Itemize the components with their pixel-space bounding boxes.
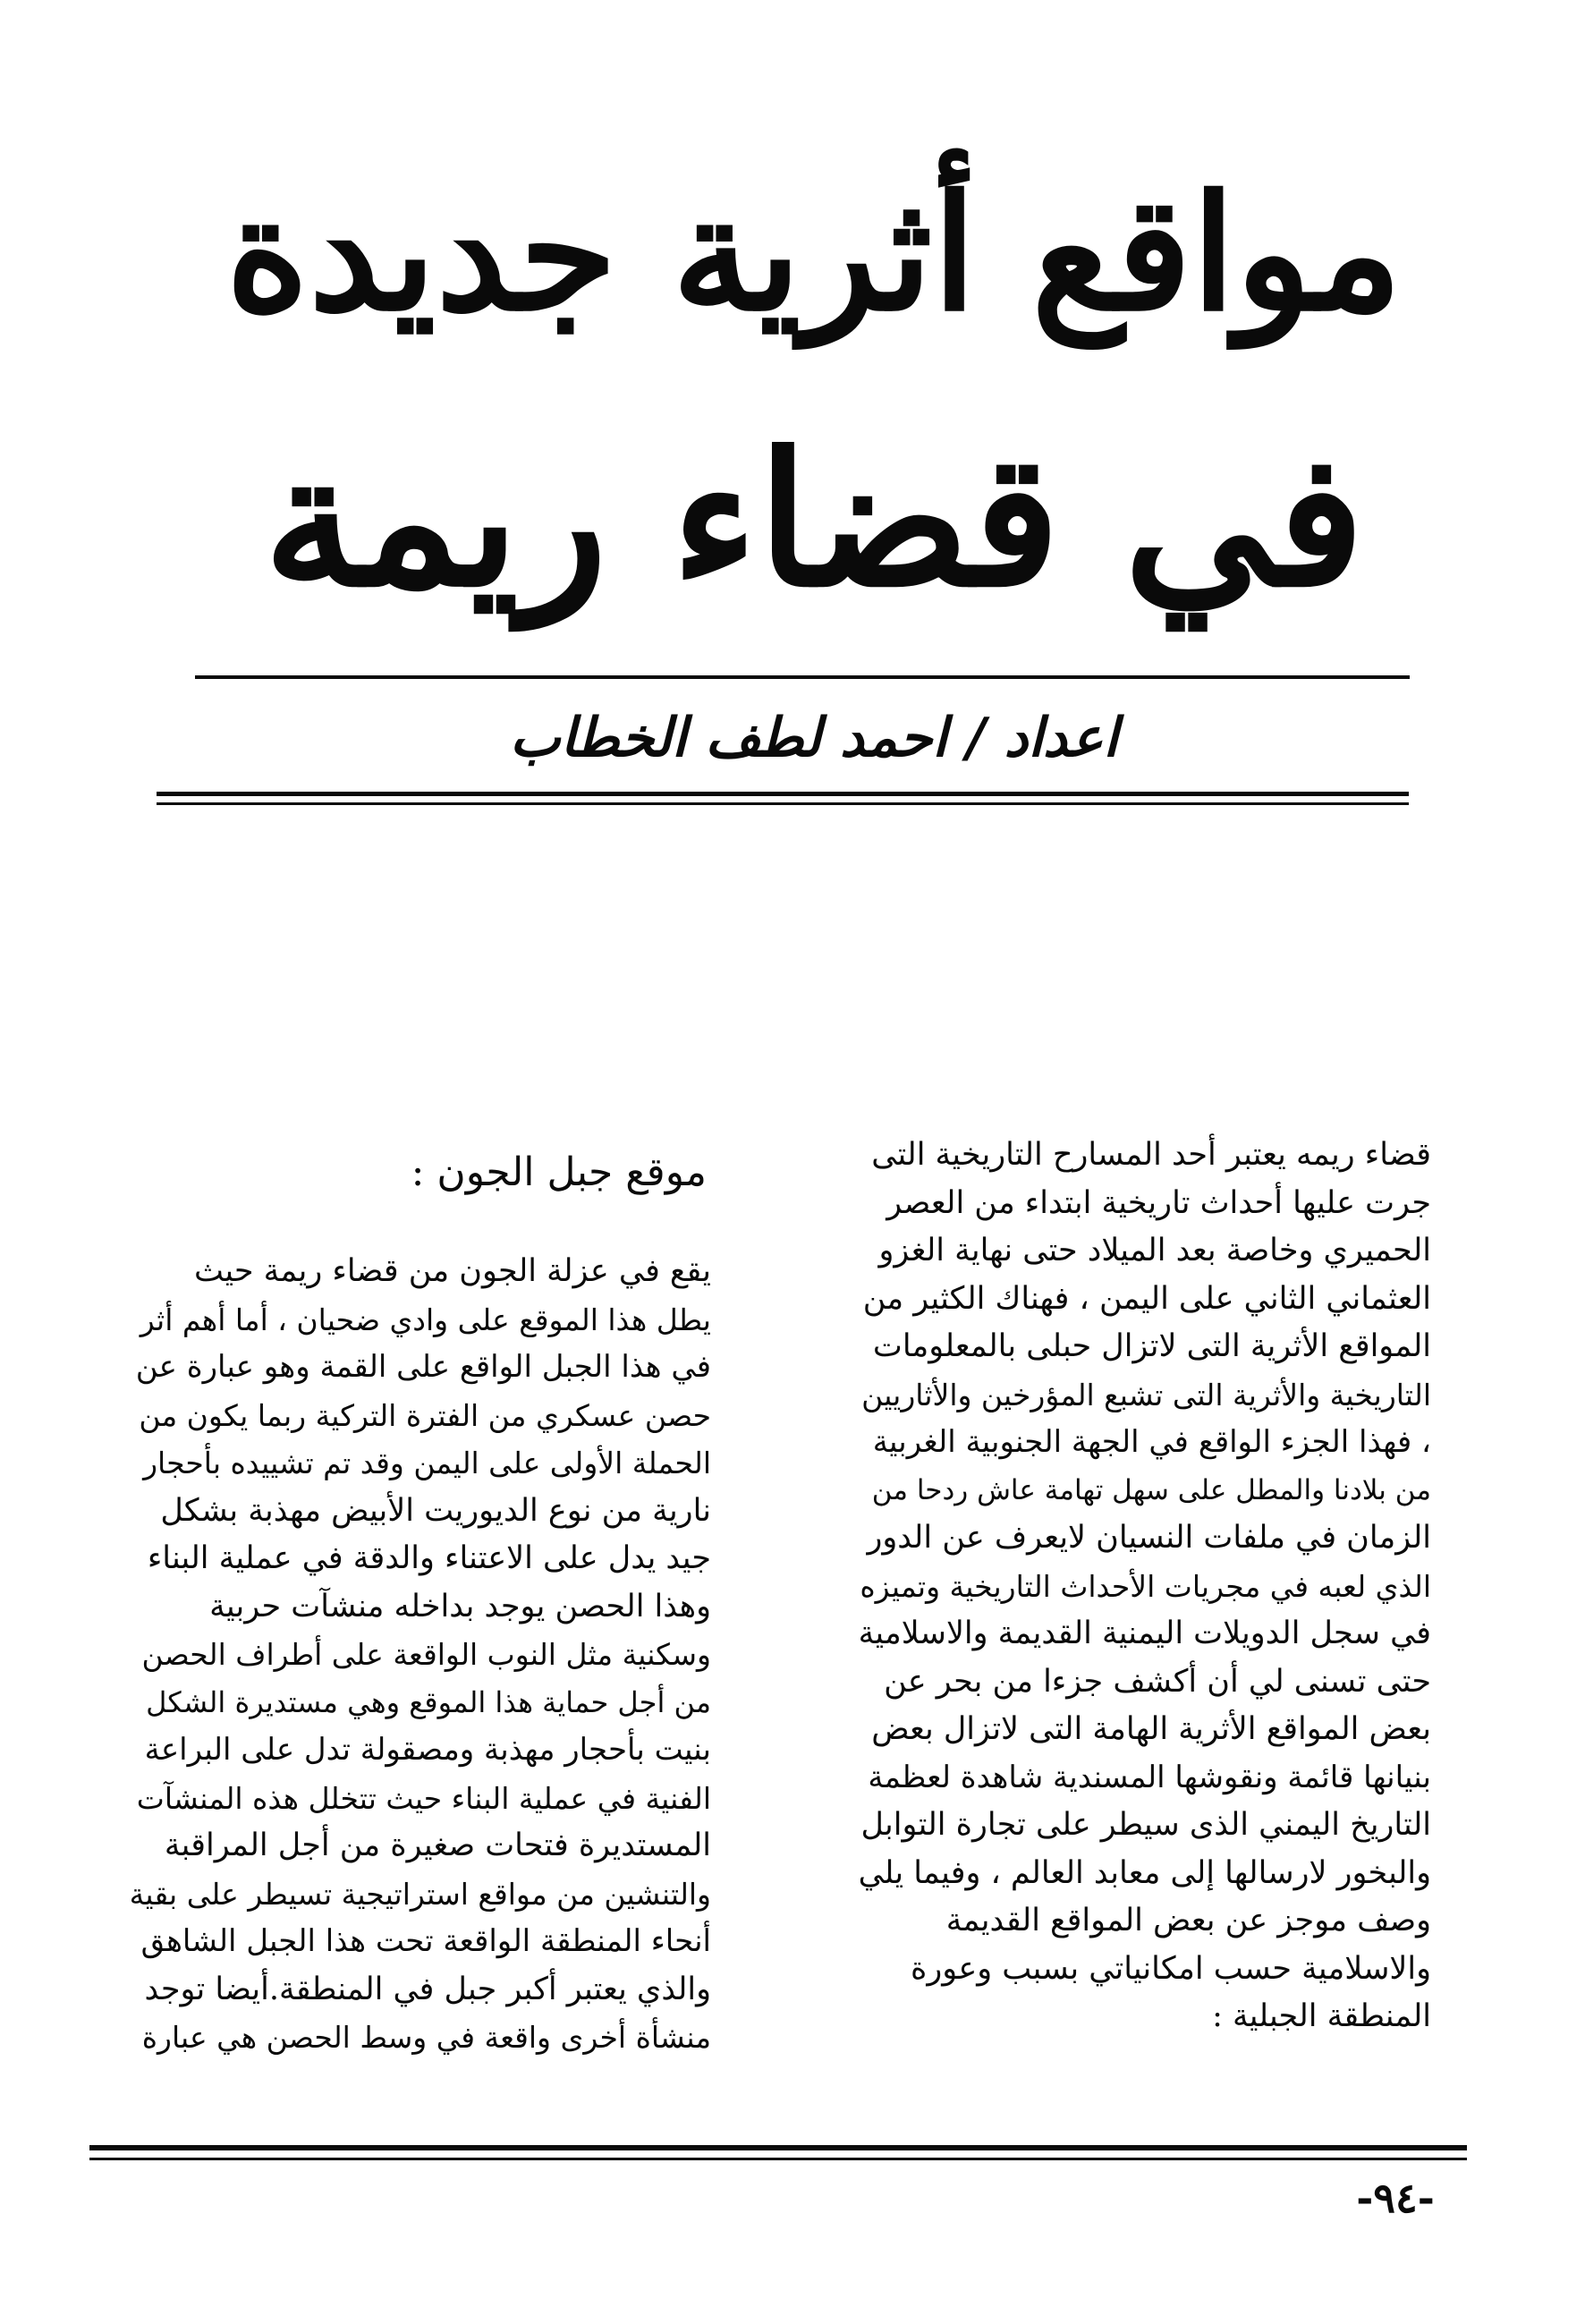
page-number: -٩٤- <box>1356 2174 1435 2222</box>
title-divider <box>195 675 1410 679</box>
intro-line: والبخور لارسالها إلى معابد العالم ، وفيما يلي <box>858 1854 1431 1891</box>
section-line: منشأة أخرى واقعة في وسط الحصن هي عبارة <box>141 2020 711 2055</box>
author-byline: اعداد / احمد لطف الخطاب <box>509 707 1119 769</box>
section-line: يقع في عزلة الجون من قضاء ريمة حيث <box>193 1253 711 1289</box>
section-line: الفنية في عملية البناء حيث تتخلل هذه المنشآت <box>136 1780 711 1816</box>
intro-line: قضاء ريمه يعتبر أحد المسارح التاريخية التى <box>871 1137 1431 1173</box>
intro-line: وصف موجز عن بعض المواقع القديمة <box>945 1903 1431 1938</box>
header-double-rule-bottom <box>157 802 1409 805</box>
section-line: نارية من نوع الديوريت الأبيض مهذبة بشكل <box>160 1492 711 1529</box>
intro-line: بنيانها قائمة ونقوشها المسندية شاهدة لعظمة <box>868 1759 1431 1795</box>
section-line: وسكنية مثل النوب الواقعة على أطراف الحصن <box>141 1637 711 1672</box>
intro-line: حتى تسنى لي أن أكشف جزءا من بحر عن <box>884 1663 1431 1700</box>
article-title-line-2: في قضاء ريمة <box>263 413 1365 628</box>
intro-line: جرت عليها أحداث تاريخية ابتداء من العصر <box>886 1184 1431 1221</box>
intro-line: الزمان في ملفات النسيان لايعرف عن الدور <box>867 1520 1431 1556</box>
section-line: والذي يعتبر أكبر جبل في المنطقة.أيضا توجد <box>144 1971 711 2007</box>
section-line: الحملة الأولى على اليمن وقد تم تشييده بأحجار <box>143 1446 711 1480</box>
header-double-rule-top <box>157 792 1409 796</box>
intro-line: العثماني الثاني على اليمن ، فهناك الكثير من <box>862 1280 1431 1317</box>
section-column <box>130 1248 711 2062</box>
intro-line: من بلادنا والمطل على سهل تهامة عاش ردحا من <box>871 1473 1431 1506</box>
intro-line: في سجل الدويلات اليمنية القديمة والاسلامية <box>858 1616 1431 1651</box>
section-heading: موقع جبل الجون : <box>411 1149 707 1195</box>
intro-line: الحميري وخاصة بعد الميلاد حتى نهاية الغزو <box>878 1233 1431 1268</box>
section-line: حصن عسكري من الفترة التركية ربما يكون من <box>139 1397 711 1433</box>
article-title-line-1: مواقع أثرية جديدة <box>225 160 1403 346</box>
intro-line: المواقع الأثرية التى لاتزال حبلى بالمعلومات <box>872 1328 1431 1364</box>
intro-line: والاسلامية حسب امكانياتي بسبب وعورة <box>911 1950 1431 1987</box>
intro-line: ، فهذا الجزء الواقع في الجهة الجنوبية الغربية <box>872 1424 1431 1460</box>
section-line: والتنشين من مواقع استراتيجية تسيطر على بقية <box>129 1876 711 1912</box>
section-line: في هذا الجبل الواقع على القمة وهو عبارة عن <box>135 1349 711 1385</box>
footer-rule-top <box>89 2145 1467 2150</box>
section-line: أنحاء المنطقة الواقعة تحت هذا الجبل الشاهق <box>140 1923 711 1959</box>
section-line: بنيت بأحجار مهذبة ومصقولة تدل على البراعة <box>144 1732 711 1768</box>
section-line: جيد يدل على الاعتناء والدقة في عملية البناء <box>147 1540 711 1576</box>
section-line: من أجل حماية هذا الموقع وهي مستديرة الشكل <box>146 1684 711 1719</box>
footer-rule-bottom <box>89 2158 1467 2160</box>
section-line: يطل هذا الموقع على وادي ضحيان ، أما أهم أثر <box>140 1302 711 1337</box>
intro-line: التاريخية والأثرية التى تشبع المؤرخين والأثاريين <box>861 1377 1431 1412</box>
intro-column <box>859 1132 1431 2041</box>
intro-line: المنطقة الجبلية : <box>1212 1998 1431 2034</box>
intro-line: التاريخ اليمني الذى سيطر على تجارة التوابل <box>860 1807 1431 1843</box>
intro-line: بعض المواقع الأثرية الهامة التى لاتزال بعض <box>871 1711 1431 1747</box>
section-line: المستديرة فتحات صغيرة من أجل المراقبة <box>164 1828 711 1863</box>
section-line: وهذا الحصن يوجد بداخله منشآت حربية <box>209 1588 711 1624</box>
intro-line: الذي لعبه في مجريات الأحداث التاريخية وتميزه <box>860 1568 1431 1604</box>
